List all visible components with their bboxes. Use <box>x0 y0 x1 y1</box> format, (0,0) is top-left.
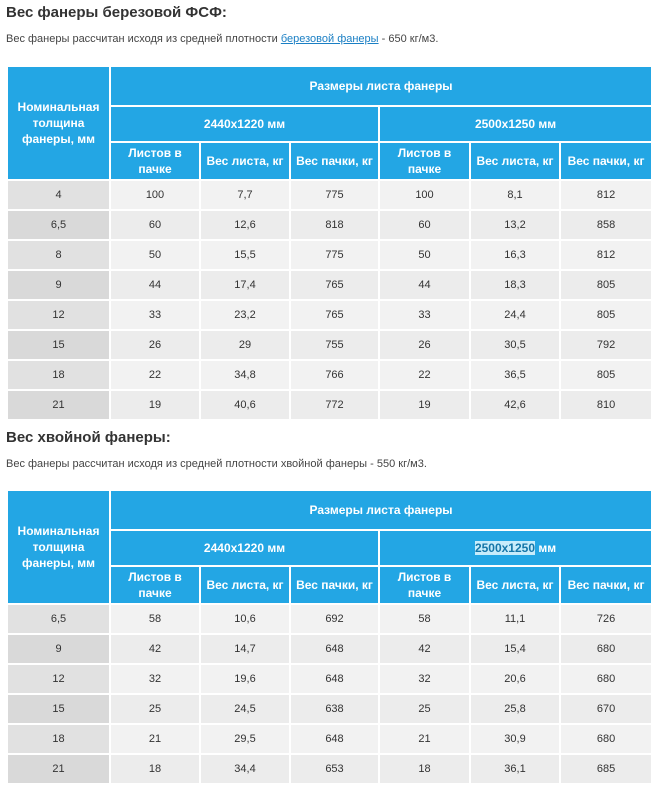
table-row <box>7 330 652 360</box>
table-row <box>7 694 652 724</box>
thickness-cell: 12 <box>7 300 110 330</box>
value-cell: 29,5 <box>200 724 290 754</box>
value-cell: 60 <box>379 210 470 240</box>
value-cell: 58 <box>110 604 200 634</box>
subheader-cell: Листов в пачке <box>379 142 470 180</box>
value-cell: 25 <box>110 694 200 724</box>
header-sheet-sizes: Размеры листа фанеры <box>110 490 652 530</box>
value-cell: 685 <box>560 754 652 784</box>
table-row <box>7 180 652 210</box>
value-cell: 19 <box>110 390 200 420</box>
value-cell: 19 <box>379 390 470 420</box>
value-cell: 765 <box>290 270 379 300</box>
value-cell: 32 <box>110 664 200 694</box>
value-cell: 58 <box>379 604 470 634</box>
birch-plywood-link[interactable]: березовой фанеры <box>280 33 379 45</box>
value-cell: 648 <box>290 634 379 664</box>
value-cell: 25,8 <box>470 694 560 724</box>
value-cell: 680 <box>560 664 652 694</box>
subheader-cell: Вес пачки, кг <box>560 142 652 180</box>
value-cell: 26 <box>110 330 200 360</box>
subheader-cell: Вес пачки, кг <box>290 142 379 180</box>
value-cell: 12,6 <box>200 210 290 240</box>
value-cell: 29 <box>200 330 290 360</box>
value-cell: 13,2 <box>470 210 560 240</box>
value-cell: 11,1 <box>470 604 560 634</box>
table-row <box>7 240 652 270</box>
value-cell: 858 <box>560 210 652 240</box>
value-cell: 34,4 <box>200 754 290 784</box>
table-row <box>7 360 652 390</box>
value-cell: 10,6 <box>200 604 290 634</box>
value-cell: 772 <box>290 390 379 420</box>
value-cell: 50 <box>379 240 470 270</box>
thickness-cell: 15 <box>7 330 110 360</box>
table-row <box>7 300 652 330</box>
value-cell: 805 <box>560 360 652 390</box>
value-cell: 36,5 <box>470 360 560 390</box>
value-cell: 42 <box>379 634 470 664</box>
table-row <box>7 754 652 784</box>
value-cell: 50 <box>110 240 200 270</box>
value-cell: 805 <box>560 270 652 300</box>
value-cell: 33 <box>110 300 200 330</box>
value-cell: 19,6 <box>200 664 290 694</box>
value-cell: 15,4 <box>470 634 560 664</box>
value-cell: 14,7 <box>200 634 290 664</box>
value-cell: 24,4 <box>470 300 560 330</box>
value-cell: 638 <box>290 694 379 724</box>
value-cell: 18,3 <box>470 270 560 300</box>
header-sheet-sizes: Размеры листа фанеры <box>110 66 652 106</box>
table-row <box>7 210 652 240</box>
value-cell: 812 <box>560 180 652 210</box>
thickness-cell: 12 <box>7 664 110 694</box>
thickness-cell: 9 <box>7 634 110 664</box>
value-cell: 765 <box>290 300 379 330</box>
value-cell: 7,7 <box>200 180 290 210</box>
value-cell: 18 <box>110 754 200 784</box>
value-cell: 812 <box>560 240 652 270</box>
value-cell: 60 <box>110 210 200 240</box>
value-cell: 100 <box>110 180 200 210</box>
birch-desc-text: Вес фанеры рассчитан исходя из средней плотности <box>6 33 281 45</box>
value-cell: 44 <box>379 270 470 300</box>
subheader-cell: Вес листа, кг <box>470 142 560 180</box>
value-cell: 26 <box>379 330 470 360</box>
value-cell: 18 <box>379 754 470 784</box>
thickness-cell: 4 <box>7 180 110 210</box>
value-cell: 100 <box>379 180 470 210</box>
value-cell: 21 <box>110 724 200 754</box>
value-cell: 15,5 <box>200 240 290 270</box>
value-cell: 726 <box>560 604 652 634</box>
subheader-cell: Вес листа, кг <box>200 142 290 180</box>
value-cell: 34,8 <box>200 360 290 390</box>
subheader-cell: Вес листа, кг <box>470 566 560 604</box>
value-cell: 680 <box>560 724 652 754</box>
value-cell: 648 <box>290 664 379 694</box>
value-cell: 16,3 <box>470 240 560 270</box>
header-size-2500: 2500х1250 мм <box>379 106 652 142</box>
value-cell: 792 <box>560 330 652 360</box>
value-cell: 22 <box>379 360 470 390</box>
conifer-weight-table <box>6 489 653 785</box>
value-cell: 30,5 <box>470 330 560 360</box>
selected-text-highlight: 2500х1250 <box>474 541 536 555</box>
table-row <box>7 390 652 420</box>
value-cell: 21 <box>379 724 470 754</box>
thickness-cell: 9 <box>7 270 110 300</box>
value-cell: 42,6 <box>470 390 560 420</box>
subheader-cell: Вес пачки, кг <box>290 566 379 604</box>
value-cell: 653 <box>290 754 379 784</box>
table-row <box>7 634 652 664</box>
birch-description <box>6 30 653 48</box>
thickness-cell: 21 <box>7 754 110 784</box>
value-cell: 818 <box>290 210 379 240</box>
header-size-2500 <box>379 530 652 566</box>
table-row <box>7 664 652 694</box>
value-cell: 766 <box>290 360 379 390</box>
subheader-cell: Вес листа, кг <box>200 566 290 604</box>
subheader-cell: Листов в пачке <box>110 142 200 180</box>
table-row <box>7 270 652 300</box>
birch-desc-density: - 650 кг/м3. <box>378 33 439 45</box>
conifer-description: Вес фанеры рассчитан исходя из средней плотности хвойной фанеры - 550 кг/м3. <box>6 458 427 470</box>
value-cell: 775 <box>290 240 379 270</box>
value-cell: 692 <box>290 604 379 634</box>
header-nominal-thickness: Номинальная толщина фанеры, мм <box>7 66 110 180</box>
thickness-cell: 18 <box>7 724 110 754</box>
thickness-cell: 21 <box>7 390 110 420</box>
value-cell: 775 <box>290 180 379 210</box>
value-cell: 30,9 <box>470 724 560 754</box>
thickness-cell: 6,5 <box>7 210 110 240</box>
value-cell: 32 <box>379 664 470 694</box>
header-size-2440: 2440х1220 мм <box>110 106 379 142</box>
subheader-cell: Вес пачки, кг <box>560 566 652 604</box>
birch-weight-table <box>6 65 653 421</box>
thickness-cell: 15 <box>7 694 110 724</box>
value-cell: 42 <box>110 634 200 664</box>
value-cell: 24,5 <box>200 694 290 724</box>
value-cell: 670 <box>560 694 652 724</box>
value-cell: 680 <box>560 634 652 664</box>
value-cell: 22 <box>110 360 200 390</box>
header-nominal-thickness: Номинальная толщина фанеры, мм <box>7 490 110 604</box>
header-size-unit: мм <box>535 541 557 555</box>
value-cell: 33 <box>379 300 470 330</box>
subheader-cell: Листов в пачке <box>110 566 200 604</box>
thickness-cell: 18 <box>7 360 110 390</box>
value-cell: 8,1 <box>470 180 560 210</box>
value-cell: 40,6 <box>200 390 290 420</box>
birch-section-title: Вес фанеры березовой ФСФ: <box>6 4 227 21</box>
conifer-section-title: Вес хвойной фанеры: <box>6 429 171 446</box>
value-cell: 23,2 <box>200 300 290 330</box>
thickness-cell: 6,5 <box>7 604 110 634</box>
value-cell: 25 <box>379 694 470 724</box>
value-cell: 648 <box>290 724 379 754</box>
value-cell: 44 <box>110 270 200 300</box>
thickness-cell: 8 <box>7 240 110 270</box>
subheader-cell: Листов в пачке <box>379 566 470 604</box>
header-size-2440: 2440х1220 мм <box>110 530 379 566</box>
value-cell: 20,6 <box>470 664 560 694</box>
value-cell: 36,1 <box>470 754 560 784</box>
value-cell: 805 <box>560 300 652 330</box>
value-cell: 17,4 <box>200 270 290 300</box>
table-row <box>7 604 652 634</box>
value-cell: 755 <box>290 330 379 360</box>
table-row <box>7 724 652 754</box>
value-cell: 810 <box>560 390 652 420</box>
